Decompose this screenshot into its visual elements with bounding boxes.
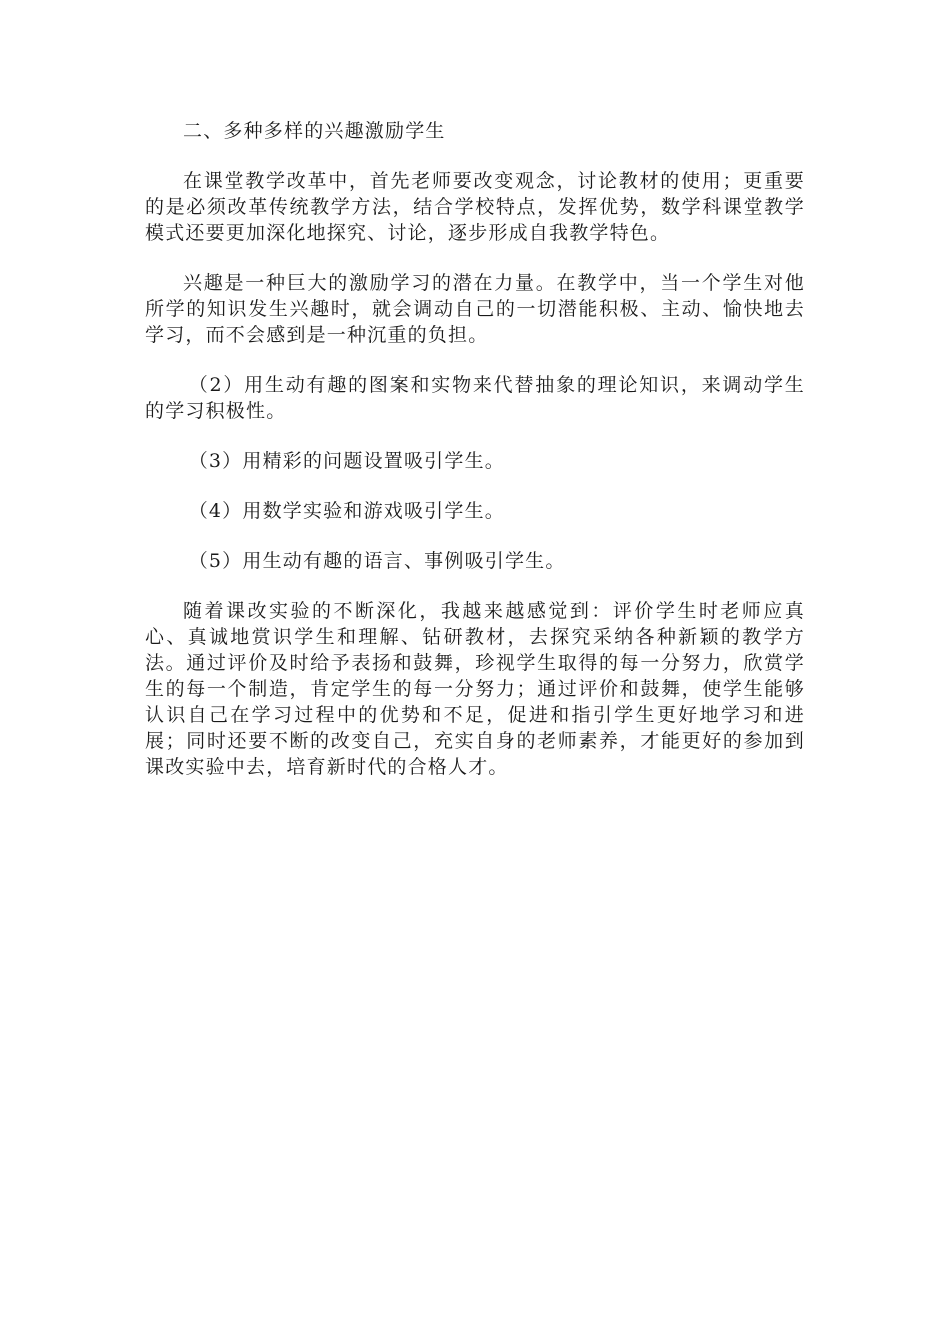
paragraph-closing: 随着课改实验的不断深化，我越来越感觉到：评价学生时老师应真心、真诚地赏识学生和理解、钻研教材，去探究采纳各种新颖的教学方法。通过评价及时给予表扬和鼓舞，珍视学生取得的每一分努力，欣赏学生的每一个制造，肯定学生的每一分努力；通过评价和鼓舞，使学生能够认识自己在学习过程中的优势和不足，促进和指引学生更好地学习和进展；同时还要不断的改变自己，充实自身的老师素养，才能更好的参加到课改实验中去，培育新时代的合格人才。	[145, 600, 805, 778]
document-body	[145, 118, 805, 804]
list-item-2: （2）用生动有趣的图案和实物来代替抽象的理论知识，来调动学生的学习积极性。	[145, 374, 805, 422]
paragraph-classroom-reform: 在课堂教学改革中，首先老师要改变观念，讨论教材的使用；更重要的是必须改革传统教学方法，结合学校特点，发挥优势，数学科课堂教学模式还要更加深化地探究、讨论，逐步形成自我教学特色。	[145, 170, 805, 244]
paragraph-interest: 兴趣是一种巨大的激励学习的潜在力量。在教学中，当一个学生对他所学的知识发生兴趣时，就会调动自己的一切潜能积极、主动、愉快地去学习，而不会感到是一种沉重的负担。	[145, 272, 805, 346]
list-item-5: （5）用生动有趣的语言、事例吸引学生。	[188, 550, 566, 572]
list-item-4: （4）用数学实验和游戏吸引学生。	[188, 500, 505, 522]
section-heading: 二、多种多样的兴趣激励学生	[183, 120, 446, 142]
list-item-3: （3）用精彩的问题设置吸引学生。	[188, 450, 505, 472]
